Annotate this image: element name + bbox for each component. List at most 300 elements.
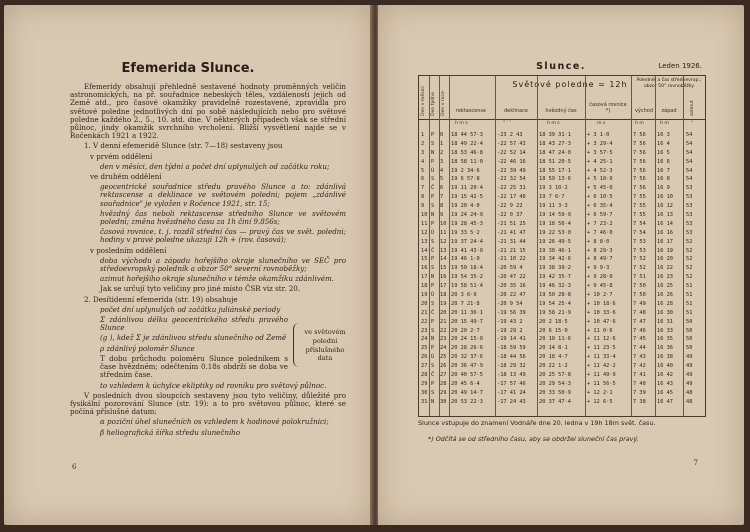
- cell-yearday: 29: [440, 389, 447, 396]
- cell-ra: 19 37 24·4: [451, 238, 483, 245]
- cell-day: 20: [421, 300, 428, 307]
- cell-day: 28: [421, 372, 428, 379]
- cell-azimuth: 53: [686, 220, 693, 227]
- cell-set: 16 25: [657, 283, 673, 290]
- cell-dec: -18 13 49: [497, 372, 526, 379]
- cell-equation: + 7 23·2: [587, 220, 613, 227]
- table-row: [419, 184, 705, 193]
- cell-weekday: Ú: [431, 229, 435, 236]
- section-3-paragraph: V posledních dvou sloupcích sestaveny jsou tyto veličiny, důležité pro fysikální pozorování Slunce (str. 19): a to pro světovou půlnoc, které se počíná příslušné datum:: [70, 390, 346, 417]
- cell-equation: + 12 6·5: [587, 398, 613, 405]
- cell-ra: 19 6 57·8: [451, 176, 480, 183]
- cell-dec: -22 25 31: [497, 185, 526, 192]
- cell-rise: 7 47: [633, 318, 646, 325]
- cell-rise: 7 56: [633, 158, 646, 165]
- cell-weekday: Č: [431, 185, 435, 192]
- cell-sidereal: 18 43 27·3: [539, 140, 571, 147]
- cell-yearday: 4: [440, 167, 444, 174]
- cell-rise: 7 56: [633, 149, 646, 156]
- cell-yearday: 24: [440, 345, 447, 352]
- cell-ra: 19 28 45·3: [451, 220, 483, 227]
- cell-rise: 7 40: [633, 380, 646, 387]
- cell-rise: 7 56: [633, 185, 646, 192]
- cell-rise: 7 46: [633, 327, 646, 334]
- right-page-number: 7: [693, 459, 698, 467]
- cell-azimuth: 51: [686, 283, 693, 290]
- cell-weekday: P: [431, 318, 435, 325]
- cell-weekday: S: [431, 265, 435, 272]
- cell-yearday: 12: [440, 238, 447, 245]
- cell-weekday: Ú: [431, 292, 435, 299]
- cell-dec: -19 43 2: [497, 318, 523, 325]
- cell-equation: + 10 18·6: [587, 300, 616, 307]
- header-equation: časová rovnice *): [589, 102, 627, 114]
- cell-yearday: 19: [440, 300, 447, 307]
- cell-rise: 7 52: [633, 265, 646, 272]
- cell-yearday: 2: [440, 149, 444, 156]
- section-1-heading: 1. V denní efemeridě Slunce (str. 7—18) sestaveny jsou: [84, 141, 283, 151]
- cell-yearday: 25: [440, 354, 447, 361]
- cell-sidereal: 19 42 35·7: [539, 274, 571, 281]
- cell-weekday: Č: [431, 372, 435, 379]
- cell-ra: 18 49 22·4: [451, 140, 483, 147]
- cell-set: 16 43: [657, 380, 673, 387]
- table-row: [419, 300, 705, 309]
- cell-dec: -17 24 43: [497, 398, 526, 405]
- cell-ra: 18 53 46·8: [451, 149, 483, 156]
- cell-weekday: Ú: [431, 167, 435, 174]
- cell-day: 14: [421, 247, 428, 254]
- table-row: [419, 309, 705, 318]
- cell-rise: 7 50: [633, 292, 646, 299]
- cell-rise: 7 48: [633, 309, 646, 316]
- cell-day: 22: [421, 318, 428, 325]
- cell-rise: 7 54: [633, 229, 646, 236]
- zodiac-footer: Slunce vstupuje do znamení Vodnáře dne 20. ledna v 19h 18m svět. času.: [418, 419, 656, 427]
- cell-weekday: Č: [431, 309, 435, 316]
- cell-yearday: 8: [440, 203, 444, 210]
- cell-yearday: 23: [440, 336, 447, 343]
- cell-rise: 7 45: [633, 336, 646, 343]
- cell-rise: 7 54: [633, 220, 646, 227]
- table-header: [419, 76, 705, 120]
- cell-rise: 7 44: [633, 345, 646, 352]
- cell-ra: 19 41 43·0: [451, 247, 483, 254]
- cell-set: 16 33: [657, 327, 673, 334]
- cell-yearday: 14: [440, 256, 447, 263]
- cell-day: 17: [421, 274, 428, 281]
- cell-azimuth: 54: [686, 149, 693, 156]
- cell-day: 15: [421, 256, 428, 263]
- header-day-month: Den v měsíci: [421, 86, 426, 116]
- cell-ra: 20 20 2·7: [451, 327, 480, 334]
- cell-weekday: S: [431, 389, 435, 396]
- cell-dec: -20 47 22: [497, 274, 526, 281]
- cell-yearday: 9: [440, 212, 444, 219]
- cell-yearday: 22: [440, 327, 447, 334]
- table-row: [419, 229, 705, 238]
- cell-dec: -22 9 22: [497, 203, 523, 210]
- cell-equation: + 8 49·7: [587, 256, 613, 263]
- cell-sidereal: 19 26 49·5: [539, 238, 571, 245]
- cell-set: 16 12: [657, 203, 673, 210]
- cell-yearday: 11: [440, 229, 447, 236]
- cell-day: 9: [421, 203, 425, 210]
- header-set: západ: [661, 108, 677, 114]
- cell-equation: + 11 12·6: [587, 336, 616, 343]
- cell-equation: + 12 2·1: [587, 389, 613, 396]
- cell-sidereal: 18 59 13·6: [539, 176, 571, 183]
- cell-equation: + 9 45·8: [587, 283, 613, 290]
- cell-rise: 7 51: [633, 274, 646, 281]
- cell-azimuth: 51: [686, 292, 693, 299]
- cell-yearday: 30: [440, 398, 447, 405]
- table-row: [419, 344, 705, 353]
- cell-set: 16 40: [657, 363, 673, 370]
- cell-ra: 20 32 37·6: [451, 354, 483, 361]
- cell-day: 6: [421, 176, 425, 183]
- cell-day: 16: [421, 265, 428, 272]
- cell-azimuth: 53: [686, 194, 693, 201]
- cell-set: 16 20: [657, 256, 673, 263]
- cell-sidereal: 19 30 46·1: [539, 247, 571, 254]
- cell-sidereal: 19 54 25·4: [539, 300, 571, 307]
- cell-weekday: N: [431, 274, 435, 281]
- cell-ra: 20 53 22·3: [451, 398, 483, 405]
- table-row: [419, 211, 705, 220]
- cell-yearday: 27: [440, 372, 447, 379]
- cell-equation: + 11 49·9: [587, 372, 616, 379]
- cell-rise: 7 56: [633, 140, 646, 147]
- cell-equation: + 6 35·4: [587, 203, 613, 210]
- cell-weekday: P: [431, 380, 435, 387]
- month-label: Leden 1926.: [658, 62, 702, 70]
- cell-set: 16 22: [657, 265, 673, 272]
- cell-yearday: 13: [440, 247, 447, 254]
- cell-set: 16 26: [657, 292, 673, 299]
- cell-weekday: S: [431, 203, 435, 210]
- cell-rise: 7 55: [633, 203, 646, 210]
- section-1c-text-1: doba východu a západu hořejšího okraje slunečního ve SEČ pro středoevropský poledník a obzor 50° severní rovnoběžky;: [100, 255, 346, 274]
- cell-set: 16 13: [657, 212, 673, 219]
- cell-sidereal: 20 18 4·7: [539, 354, 568, 361]
- cell-day: 24: [421, 336, 428, 343]
- cell-set: 16 45: [657, 389, 673, 396]
- left-title: Efemerida Slunce.: [121, 61, 255, 76]
- cell-equation: + 4 52·3: [587, 167, 613, 174]
- cell-dec: -20 9 54: [497, 300, 523, 307]
- cell-weekday: S: [431, 327, 435, 334]
- cell-day: 27: [421, 363, 428, 370]
- cell-yearday: 1: [440, 140, 444, 147]
- cell-equation: + 10 33·6: [587, 309, 616, 316]
- cell-ra: 18 58 11·0: [451, 158, 483, 165]
- cell-sidereal: 20 10 11·6: [539, 336, 571, 343]
- right-page: [378, 5, 744, 525]
- cell-equation: + 5 18·9: [587, 176, 613, 183]
- table-row: [419, 353, 705, 362]
- cell-dec: -17 41 24: [497, 389, 526, 396]
- section-2-text-6: to vzhledem k úchylce ekliptiky od rovníku pro světový půlnoc.: [100, 380, 327, 390]
- cell-ra: 20 11 36·1: [451, 309, 483, 316]
- section-3-alpha: α poziční úhel slunečních os vzhledem k hodinové polokružnici;: [100, 417, 329, 427]
- cell-equation: + 3 57·5: [587, 149, 613, 156]
- cell-equation: + 6 10·5: [587, 194, 613, 201]
- cell-day: 19: [421, 292, 428, 299]
- cell-sidereal: 19 14 59·9: [539, 212, 571, 219]
- cell-sidereal: 20 2 18·5: [539, 318, 568, 325]
- section-2-text-4: ρ zdánlivý poloměr Slunce: [100, 343, 195, 353]
- cell-sidereal: 19 34 42·6: [539, 256, 571, 263]
- table-row: [419, 220, 705, 229]
- table-row: [419, 175, 705, 184]
- cell-equation: + 11 0·6: [587, 327, 613, 334]
- cell-set: 16 17: [657, 238, 673, 245]
- units-row: [419, 120, 705, 128]
- table-body: [419, 131, 705, 407]
- cell-ra: 19 54 35·2: [451, 274, 483, 281]
- cell-dec: -21 51 25: [497, 220, 526, 227]
- cell-sidereal: 19 58 21·9: [539, 309, 571, 316]
- cell-day: 5: [421, 167, 425, 174]
- cell-weekday: N: [431, 212, 435, 219]
- left-page: [4, 5, 372, 525]
- cell-weekday: Ú: [431, 354, 435, 361]
- cell-day: 18: [421, 283, 428, 290]
- cell-azimuth: 54: [686, 176, 693, 183]
- cell-equation: + 6 59·7: [587, 212, 613, 219]
- cell-ra: 20 36 47·9: [451, 363, 483, 370]
- header-ra: rektascense: [455, 108, 487, 114]
- cell-azimuth: 50: [686, 336, 693, 343]
- cell-yearday: 26: [440, 363, 447, 370]
- cell-rise: 7 53: [633, 247, 646, 254]
- cell-rise: 7 56: [633, 176, 646, 183]
- cell-set: 16 28: [657, 300, 673, 307]
- cell-day: 13: [421, 238, 428, 245]
- cell-azimuth: 51: [686, 309, 693, 316]
- cell-dec: -19 14 41: [497, 336, 526, 343]
- cell-azimuth: 52: [686, 274, 693, 281]
- cell-dec: -20 22 47: [497, 292, 526, 299]
- cell-dec: -22 32 54: [497, 176, 526, 183]
- cell-weekday: S: [431, 238, 435, 245]
- cell-rise: 7 50: [633, 283, 646, 290]
- section-1a-text: den v měsíci, den týdni a počet dní uplynulých od začátku roku;: [100, 161, 330, 171]
- cell-day: 8: [421, 194, 425, 201]
- table-row: [419, 264, 705, 273]
- unit-sid: h m s: [547, 121, 560, 126]
- cell-weekday: P: [431, 345, 435, 352]
- cell-rise: 7 41: [633, 372, 646, 379]
- table-row: [419, 273, 705, 282]
- cell-set: 16 4: [657, 140, 670, 147]
- cell-rise: 7 42: [633, 363, 646, 370]
- cell-day: 7: [421, 185, 425, 192]
- unit-dec: ° ′ ″: [503, 121, 511, 126]
- right-title: Slunce.: [536, 61, 586, 72]
- cell-azimuth: 50: [686, 318, 693, 325]
- cell-dec: -22 52 14: [497, 149, 526, 156]
- cell-weekday: P: [431, 256, 435, 263]
- cell-yearday: 7: [440, 194, 444, 201]
- table-row: [419, 238, 705, 247]
- cell-equation: + 7 46·0: [587, 229, 613, 236]
- header-sidereal: hvězdný čas: [545, 108, 577, 114]
- cell-sidereal: 20 14 8·1: [539, 345, 568, 352]
- cell-ra: 19 58 51·4: [451, 283, 483, 290]
- cell-day: 3: [421, 149, 425, 156]
- cell-yearday: 28: [440, 380, 447, 387]
- table-row: [419, 140, 705, 149]
- cell-rise: 7 38: [633, 398, 646, 405]
- cell-rise: 7 52: [633, 256, 646, 263]
- cell-day: 10: [421, 212, 428, 219]
- cell-azimuth: 53: [686, 203, 693, 210]
- cell-sidereal: 18 47 24·0: [539, 149, 571, 156]
- cell-equation: + 5 45·0: [587, 185, 613, 192]
- section-1b-text-1: geocentrické souřadnice středu pravého Slunce a to: zdánlivá rektascense a deklinace ve světovém poledni; pojem „zdánlivé souřadnice" je vyložen v Ročence 1921, str. 15;: [100, 182, 346, 208]
- table-row: [419, 318, 705, 327]
- section-1b-text-3: časová rovnice, t. j. rozdíl střední čas — pravý čas ve svět. poledni; hodiny v pravé poledne ukazují 12h + (rov. časová);: [100, 227, 346, 245]
- cell-set: 16 38: [657, 354, 673, 361]
- cell-sidereal: 18 55 17·1: [539, 167, 571, 174]
- unit-az: °: [691, 121, 694, 126]
- cell-sidereal: 20 37 47·4: [539, 398, 571, 405]
- cell-dec: -21 10 22: [497, 256, 526, 263]
- cell-sidereal: 19 22 53·0: [539, 229, 571, 236]
- cell-sidereal: 18 39 31·1: [539, 132, 571, 138]
- cell-weekday: N: [431, 149, 435, 156]
- cell-rise: 7 56: [633, 132, 646, 138]
- section-1b-text-2: hvězdný čas neboli rektascense středního Slunce ve světovém poledni; změna hvězdného času za 1h činí 9.856s;: [100, 208, 346, 227]
- header-day-year: Den v roce: [441, 91, 446, 116]
- cell-yearday: 15: [440, 265, 447, 272]
- cell-ra: 19 20 4·0: [451, 203, 480, 210]
- intro-paragraph: Efemeridy obsahují přehledně sestavené hodnoty proměnných veličin astronomických, na př. souřadnice nebeských těles, vzdálenosti jejich od Země atd., pro časové okamžiky pravidelně rozestavené, zpravidla pro světové poledne jednotlivých dní po sobě následujících nebo pro světové poledne každého 2., 5., 10. atd. dne. V některých případech však se střední půlnoc, jindy okamžik svrchního vrcholení. Bližší vysvětlení najde se v Ročenkách 1921 a 1922.: [70, 82, 346, 141]
- cell-azimuth: 52: [686, 265, 693, 272]
- section-1a-label: v prvém oddělení: [90, 151, 153, 161]
- cell-ra: 20 7 21·8: [451, 300, 480, 307]
- cell-yearday: 3: [440, 158, 444, 165]
- timezone-caption: Poledník a čas středoevrop.; obzor 50° rovnoběžky: [636, 78, 702, 89]
- cell-azimuth: 49: [686, 380, 693, 387]
- cell-dec: -18 44 56: [497, 354, 526, 361]
- cell-rise: 7 55: [633, 212, 646, 219]
- cell-azimuth: 49: [686, 354, 693, 361]
- cell-ra: 19 33 5·2: [451, 229, 480, 236]
- cell-dec: -19 29 2: [497, 327, 523, 334]
- cell-dec: -20 59 4: [497, 265, 523, 272]
- section-1b-label: ve druhém oddělení: [90, 172, 162, 182]
- table-row: [419, 380, 705, 389]
- left-page-number: 6: [72, 463, 77, 471]
- table-row: [419, 193, 705, 202]
- cell-set: 16 3: [657, 132, 670, 138]
- cell-sidereal: 20 25 57·8: [539, 372, 571, 379]
- unit-rise: h m: [635, 121, 644, 126]
- cell-day: 2: [421, 140, 425, 147]
- cell-equation: + 3 29·4: [587, 140, 613, 147]
- cell-sidereal: 19 46 32·3: [539, 283, 571, 290]
- cell-dec: -22 46 16: [497, 158, 526, 165]
- cell-sidereal: 20 29 54·3: [539, 380, 571, 387]
- table-row: [419, 167, 705, 176]
- cell-sidereal: 20 22 1·2: [539, 363, 568, 370]
- cell-equation: + 8 8·0: [587, 238, 610, 245]
- cell-weekday: S: [431, 176, 435, 183]
- cell-set: 16 16: [657, 229, 673, 236]
- cell-day: 11: [421, 220, 428, 227]
- cell-azimuth: 53: [686, 229, 693, 236]
- cell-weekday: P: [431, 158, 435, 165]
- cell-rise: 7 55: [633, 194, 646, 201]
- header-dec: deklinace: [504, 108, 528, 114]
- cell-set: 16 30: [657, 309, 673, 316]
- cell-set: 16 31: [657, 318, 673, 325]
- cell-azimuth: 54: [686, 167, 693, 174]
- cell-yearday: 16: [440, 274, 447, 281]
- left-body: [70, 83, 346, 439]
- cell-day: 4: [421, 158, 425, 165]
- cell-azimuth: 51: [686, 300, 693, 307]
- cell-day: 21: [421, 309, 428, 316]
- table-row: [419, 255, 705, 264]
- table-row: [419, 158, 705, 167]
- cell-rise: 7 49: [633, 300, 646, 307]
- cell-ra: 19 50 18·4: [451, 265, 483, 272]
- table-row: [419, 202, 705, 211]
- section-2-text-2: Σ zdánlivou délku geocentrického středu pravého Slunce: [100, 315, 288, 333]
- cell-set: 16 35: [657, 336, 673, 343]
- cell-yearday: 0: [440, 132, 444, 138]
- cell-equation: + 11 33·4: [587, 354, 616, 361]
- cell-ra: 20 24 15·0: [451, 336, 483, 343]
- header-rise: východ: [634, 108, 654, 114]
- cell-set: 16 19: [657, 247, 673, 254]
- cell-day: 23: [421, 327, 428, 334]
- cell-set: 16 5: [657, 149, 670, 156]
- section-1c-text-2: azimut hořejšího okraje slunečního v témže okamžiku zdánlivém.: [100, 274, 334, 284]
- cell-sidereal: 19 11 3·3: [539, 203, 568, 210]
- cell-sidereal: 19 7 6·7: [539, 194, 565, 201]
- cell-dec: -23 2 43: [497, 132, 523, 138]
- table-row: [419, 371, 705, 380]
- section-2-text-3: (g ), kdež Σ je zdánlivou středu slunečního od Země: [100, 333, 287, 343]
- cell-yearday: 5: [440, 176, 444, 183]
- cell-azimuth: 50: [686, 345, 693, 352]
- cell-azimuth: 49: [686, 372, 693, 379]
- cell-ra: 20 3 6·9: [451, 292, 477, 299]
- cell-weekday: S: [431, 363, 435, 370]
- cell-set: 16 47: [657, 398, 673, 405]
- section-3-beta: β heliografická šířka středu slunečního: [100, 427, 241, 437]
- header-day-week: Den týdne: [431, 92, 436, 116]
- cell-equation: + 11 42·2: [587, 363, 616, 370]
- cell-set: 16 8: [657, 176, 670, 183]
- cell-day: 1: [421, 132, 425, 138]
- cell-sidereal: 19 50 28·8: [539, 292, 571, 299]
- cell-ra: 20 15 49·7: [451, 318, 483, 325]
- unit-eq: m s: [597, 121, 606, 126]
- cell-azimuth: 50: [686, 327, 693, 334]
- table-row: [419, 291, 705, 300]
- cell-day: 31: [421, 398, 428, 405]
- cell-dec: -18 59 59: [497, 345, 526, 352]
- cell-equation: + 9 9·3: [587, 265, 610, 272]
- cell-ra: 19 46 1·0: [451, 256, 480, 263]
- cell-azimuth: 48: [686, 389, 693, 396]
